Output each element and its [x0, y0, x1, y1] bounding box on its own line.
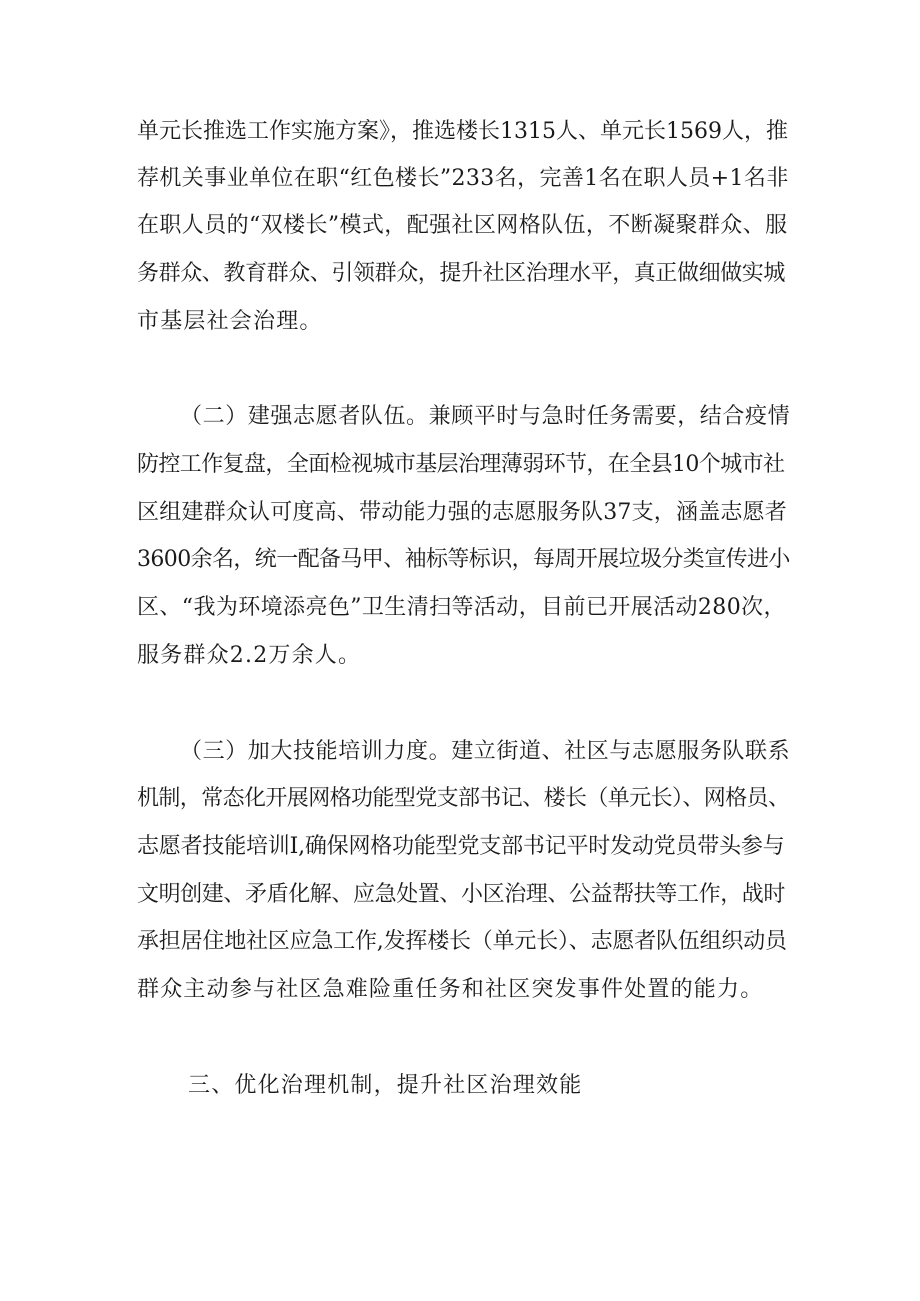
- paragraph-line: 机制，常态化开展网格功能型党支部书记、楼长（单元长）、网格员、: [137, 786, 790, 811]
- paragraph-line: （三）加大技能培训力度。建立街道、社区与志愿服务队联系: [180, 739, 791, 764]
- paragraph-line: 务群众、教育群众、引领群众，提升社区治理水平，真正做细做实城: [137, 261, 786, 286]
- paragraph-line: 单元长推选工作实施方案》，推选楼长1315人、单元长1569人，推: [137, 119, 788, 144]
- paragraph-line: 在职人员的“双楼长”模式，配强社区网格队伍，不断凝聚群众、服: [137, 213, 788, 238]
- paragraph-line: 服务群众2.2万余人。: [137, 643, 362, 668]
- paragraph-line: 3600余名，统一配备马甲、袖标等标识，每周开展垃圾分类宣传进小: [137, 547, 790, 572]
- section-heading: 三、优化治理机制，提升社区治理效能: [188, 1073, 583, 1098]
- paragraph-line: 承担居住地社区应急工作,发挥楼长（单元长）、志愿者队伍组织动员: [137, 929, 787, 954]
- paragraph-line: 区组建群众认可度高、带动能力强的志愿服务队37支，涵盖志愿者: [137, 500, 787, 525]
- paragraph-line: 市基层社会治理。: [137, 309, 323, 334]
- paragraph-line: 荐机关事业单位在职“红色楼长”233名，完善1名在职人员+1名非: [137, 166, 789, 191]
- paragraph-line: 防控工作复盘，全面检视城市基层治理薄弱环节，在全县10个城市社: [137, 452, 785, 477]
- paragraph-line: 文明创建、矛盾化解、应急处置、小区治理、公益帮扶等工作，战时: [137, 882, 786, 907]
- paragraph-line: （二）建强志愿者队伍。兼顾平时与急时任务需要，结合疫情: [180, 404, 791, 429]
- paragraph-line: 志愿者技能培训I,确保网格功能型党支部书记平时发动党员带头参与: [137, 834, 785, 859]
- paragraph-line: 区、“我为环境添亮色”卫生清扫等活动，目前已开展活动280次，: [137, 595, 786, 620]
- paragraph-line: 群众主动参与社区急难险重任务和社区突发事件处置的能力。: [137, 977, 764, 1002]
